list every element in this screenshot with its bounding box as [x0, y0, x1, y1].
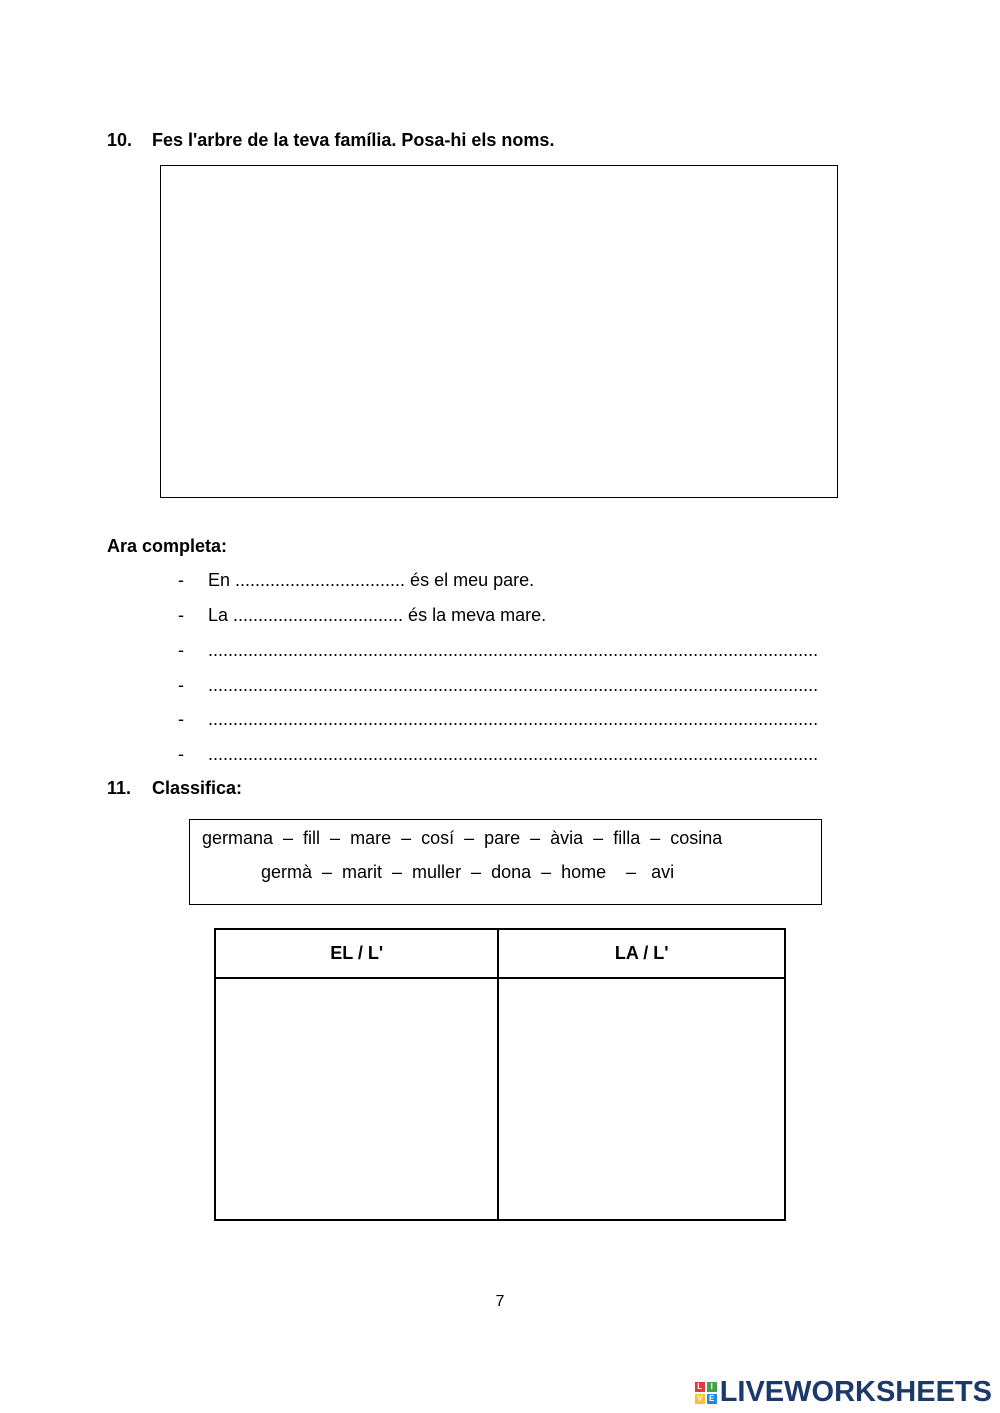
- list-bullet: -: [178, 570, 184, 590]
- exercise-11-heading: [107, 778, 242, 799]
- word-bank: [189, 819, 822, 905]
- complete-line-5: [178, 709, 818, 730]
- complete-line-3: [178, 640, 818, 661]
- answer-cell-el[interactable]: [215, 978, 498, 1220]
- complete-line-6: [178, 744, 818, 765]
- complete-line-text[interactable]: ..........................................................................................................................: [208, 675, 819, 695]
- logo-tile: L: [695, 1382, 705, 1392]
- complete-line-1: [178, 570, 534, 591]
- list-bullet: -: [178, 605, 184, 625]
- word-bank-line-1: germana – fill – mare – cosí – pare – àvia – filla – cosina: [202, 828, 723, 848]
- liveworksheets-brand: [695, 1376, 992, 1409]
- exercise-11-number: 11.: [107, 778, 132, 798]
- brand-name: LIVEWORKSHEETS: [719, 1376, 992, 1408]
- complete-line-text[interactable]: ..........................................................................................................................: [208, 640, 819, 660]
- liveworksheets-logo-icon: [695, 1382, 717, 1404]
- complete-line-text[interactable]: La .................................. és la meva mare.: [208, 605, 547, 625]
- logo-tile: E: [707, 1394, 717, 1404]
- exercise-10-title: Fes l'arbre de la teva família. Posa-hi els noms.: [152, 130, 555, 150]
- complete-line-2: [178, 605, 546, 626]
- family-tree-drawing-area[interactable]: [160, 165, 838, 498]
- logo-tile: I: [707, 1382, 717, 1392]
- list-bullet: -: [178, 675, 184, 695]
- list-bullet: -: [178, 640, 184, 660]
- complete-line-text[interactable]: ..........................................................................................................................: [208, 744, 819, 764]
- exercise-10-number: 10.: [107, 130, 133, 150]
- exercise-10-heading: [107, 130, 554, 151]
- logo-tile: V: [695, 1394, 705, 1404]
- complete-line-text[interactable]: ..........................................................................................................................: [208, 709, 819, 729]
- column-header-la: LA / L': [498, 929, 785, 978]
- column-header-el: EL / L': [215, 929, 498, 978]
- exercise-11-title: Classifica:: [152, 778, 243, 798]
- classify-table: [214, 928, 786, 1221]
- list-bullet: -: [178, 709, 184, 729]
- word-bank-line-2: germà – marit – muller – dona – home – avi: [261, 862, 675, 882]
- complete-line-text[interactable]: En .................................. és el meu pare.: [208, 570, 535, 590]
- list-bullet: -: [178, 744, 184, 764]
- complete-heading: Ara completa:: [107, 536, 228, 556]
- page-number: 7: [495, 1293, 505, 1310]
- complete-line-4: [178, 675, 818, 696]
- answer-cell-la[interactable]: [498, 978, 785, 1220]
